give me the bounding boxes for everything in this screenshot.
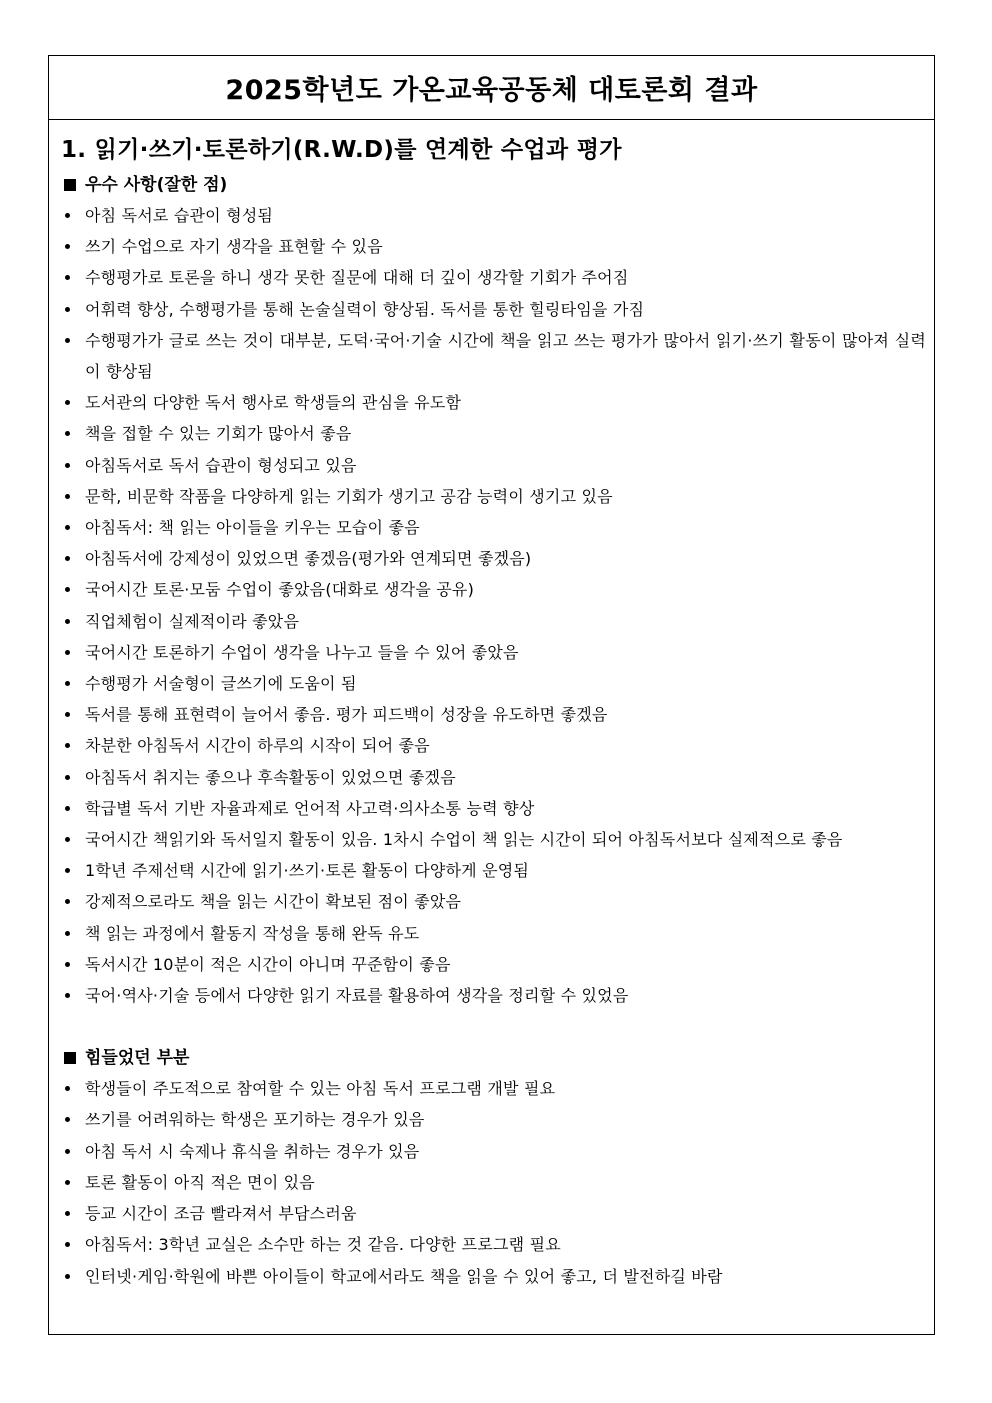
list-item-text: 국어시간 책읽기와 독서일지 활동이 있음. 1차시 수업이 책 읽는 시간이 되어 아침독서보다 실제적으로 좋음 — [85, 830, 843, 850]
strengths-list — [61, 200, 926, 1011]
square-bullet-icon — [64, 179, 76, 191]
list-item-text: 쓰기 수업으로 자기 생각을 표현할 수 있음 — [85, 237, 383, 257]
list-item — [61, 1104, 926, 1135]
list-item — [61, 1073, 926, 1104]
list-item-text: 국어시간 토론·모둠 수업이 좋았음(대화로 생각을 공유) — [85, 580, 475, 600]
list-item — [61, 387, 926, 418]
list-item — [61, 543, 926, 574]
list-item — [61, 855, 926, 886]
bullet-dot-icon — [65, 1211, 70, 1216]
list-item-text: 독서시간 10분이 적은 시간이 아니며 꾸준함이 좋음 — [85, 954, 451, 974]
list-item-text: 아침독서: 3학년 교실은 소수만 하는 것 같음. 다양한 프로그램 필요 — [85, 1235, 561, 1255]
bullet-dot-icon — [65, 244, 70, 249]
list-item — [61, 294, 926, 325]
bullet-dot-icon — [65, 619, 70, 624]
list-item — [61, 824, 926, 855]
list-item-text: 수행평가로 토론을 하니 생각 못한 질문에 대해 더 깊이 생각할 기회가 주어짐 — [85, 268, 629, 288]
bullet-dot-icon — [65, 275, 70, 280]
list-item-text: 국어시간 토론하기 수업이 생각을 나누고 들을 수 있어 좋았음 — [85, 642, 519, 662]
list-item — [61, 1167, 926, 1198]
list-item-text: 등교 시간이 조금 빨라져서 부담스러움 — [85, 1204, 357, 1224]
list-item-text: 아침독서로 독서 습관이 형성되고 있음 — [85, 455, 357, 475]
list-item-text: 직업체험이 실제적이라 좋았음 — [85, 611, 300, 631]
list-item — [61, 574, 926, 605]
bullet-dot-icon — [65, 431, 70, 436]
square-bullet-icon — [64, 1052, 76, 1064]
bullet-dot-icon — [65, 338, 70, 343]
list-item — [61, 918, 926, 949]
list-item — [61, 512, 926, 543]
list-item-text: 도서관의 다양한 독서 행사로 학생들의 관심을 유도함 — [85, 393, 462, 413]
section-heading: 1. 읽기·쓰기·토론하기(R.W.D)를 연계한 수업과 평가 — [61, 137, 622, 163]
list-item — [61, 886, 926, 917]
list-item — [61, 200, 926, 231]
bullet-dot-icon — [65, 775, 70, 780]
list-item-text: 1학년 주제선택 시간에 읽기·쓰기·토론 활동이 다양하게 운영됨 — [85, 861, 530, 881]
list-item — [61, 668, 926, 699]
list-item — [61, 793, 926, 824]
difficulties-heading: 힘들었던 부분 — [85, 1048, 190, 1069]
bullet-dot-icon — [65, 712, 70, 717]
list-item — [61, 980, 926, 1011]
list-item-text: 토론 활동이 아직 적은 면이 있음 — [85, 1172, 315, 1192]
list-item — [61, 606, 926, 637]
document-frame — [48, 55, 935, 1335]
title-box — [49, 56, 934, 120]
list-item-text: 독서를 통해 표현력이 늘어서 좋음. 평가 피드백이 성장을 유도하면 좋겠음 — [85, 705, 608, 725]
document-content — [49, 134, 934, 1292]
strengths-heading-row — [61, 170, 926, 200]
bullet-dot-icon — [65, 400, 70, 405]
bullet-dot-icon — [65, 993, 70, 998]
list-item-text: 책을 접할 수 있는 기회가 많아서 좋음 — [85, 424, 352, 444]
strengths-heading: 우수 사항(잘한 점) — [85, 175, 228, 195]
list-item-text: 아침 독서로 습관이 형성됨 — [85, 206, 274, 225]
list-item-text: 국어·역사·기술 등에서 다양한 읽기 자료를 활용하여 생각을 정리할 수 있었음 — [85, 986, 629, 1006]
list-item — [61, 1229, 926, 1260]
bullet-dot-icon — [65, 213, 70, 218]
difficulties-heading-row — [61, 1043, 926, 1073]
list-item-text: 아침독서: 책 읽는 아이들을 키우는 모습이 좋음 — [85, 518, 420, 538]
list-item-text: 아침독서에 강제성이 있었으면 좋겠음(평가와 연계되면 좋겠음) — [85, 549, 532, 569]
bullet-dot-icon — [65, 806, 70, 811]
list-item — [61, 730, 926, 761]
bullet-dot-icon — [65, 868, 70, 873]
bullet-dot-icon — [65, 1180, 70, 1185]
bullet-dot-icon — [65, 1086, 70, 1091]
bullet-dot-icon — [65, 556, 70, 561]
list-item — [61, 1136, 926, 1167]
list-item-text: 아침 독서 시 숙제나 휴식을 취하는 경우가 있음 — [85, 1141, 420, 1161]
list-item — [61, 325, 926, 387]
list-item — [61, 262, 926, 293]
list-item-text: 수행평가가 글로 쓰는 것이 대부분, 도덕·국어·기술 시간에 책을 읽고 쓰는 평가가 많아서 읽기·쓰기 활동이 많아져 실력이 향상됨 — [85, 330, 926, 382]
list-item-text: 쓰기를 어려워하는 학생은 포기하는 경우가 있음 — [85, 1110, 425, 1130]
bullet-dot-icon — [65, 681, 70, 686]
spacer — [61, 1011, 926, 1043]
bullet-dot-icon — [65, 1242, 70, 1247]
list-item — [61, 949, 926, 980]
bullet-dot-icon — [65, 307, 70, 312]
bullet-dot-icon — [65, 837, 70, 842]
bullet-dot-icon — [65, 650, 70, 655]
list-item-text: 문학, 비문학 작품을 다양하게 읽는 기회가 생기고 공감 능력이 생기고 있음 — [85, 486, 613, 506]
bullet-dot-icon — [65, 899, 70, 904]
bullet-dot-icon — [65, 1117, 70, 1122]
difficulties-list — [61, 1073, 926, 1291]
bullet-dot-icon — [65, 931, 70, 936]
list-item — [61, 699, 926, 730]
list-item-text: 인터넷·게임·학원에 바쁜 아이들이 학교에서라도 책을 읽을 수 있어 좋고, 더 발전하길 바람 — [85, 1266, 723, 1286]
list-item-text: 아침독서 취지는 좋으나 후속활동이 있었으면 좋겠음 — [85, 767, 456, 787]
list-item-text: 책 읽는 과정에서 활동지 작성을 통해 완독 유도 — [85, 923, 420, 943]
list-item — [61, 231, 926, 262]
bullet-dot-icon — [65, 494, 70, 499]
list-item-text: 강제적으로라도 책을 읽는 시간이 확보된 점이 좋았음 — [85, 892, 462, 912]
list-item — [61, 1261, 926, 1292]
bullet-dot-icon — [65, 463, 70, 468]
list-item — [61, 1198, 926, 1229]
list-item — [61, 450, 926, 481]
bullet-dot-icon — [65, 525, 70, 530]
bullet-dot-icon — [65, 743, 70, 748]
list-item — [61, 637, 926, 668]
bullet-dot-icon — [65, 587, 70, 592]
bullet-dot-icon — [65, 962, 70, 967]
list-item — [61, 418, 926, 449]
list-item-text: 어휘력 향상, 수행평가를 통해 논술실력이 향상됨. 독서를 통한 힐링타임을 가짐 — [85, 299, 645, 319]
bullet-dot-icon — [65, 1149, 70, 1154]
bullet-dot-icon — [65, 1274, 70, 1279]
list-item-text: 학급별 독서 기반 자율과제로 언어적 사고력·의사소통 능력 향상 — [85, 798, 535, 818]
list-item — [61, 481, 926, 512]
list-item — [61, 762, 926, 793]
list-item-text: 학생들이 주도적으로 참여할 수 있는 아침 독서 프로그램 개발 필요 — [85, 1079, 556, 1099]
list-item-text: 차분한 아침독서 시간이 하루의 시작이 되어 좋음 — [85, 736, 430, 756]
list-item-text: 수행평가 서술형이 글쓰기에 도움이 됨 — [85, 674, 357, 694]
document-title: 2025학년도 가온교육공동체 대토론회 결과 — [225, 75, 758, 106]
